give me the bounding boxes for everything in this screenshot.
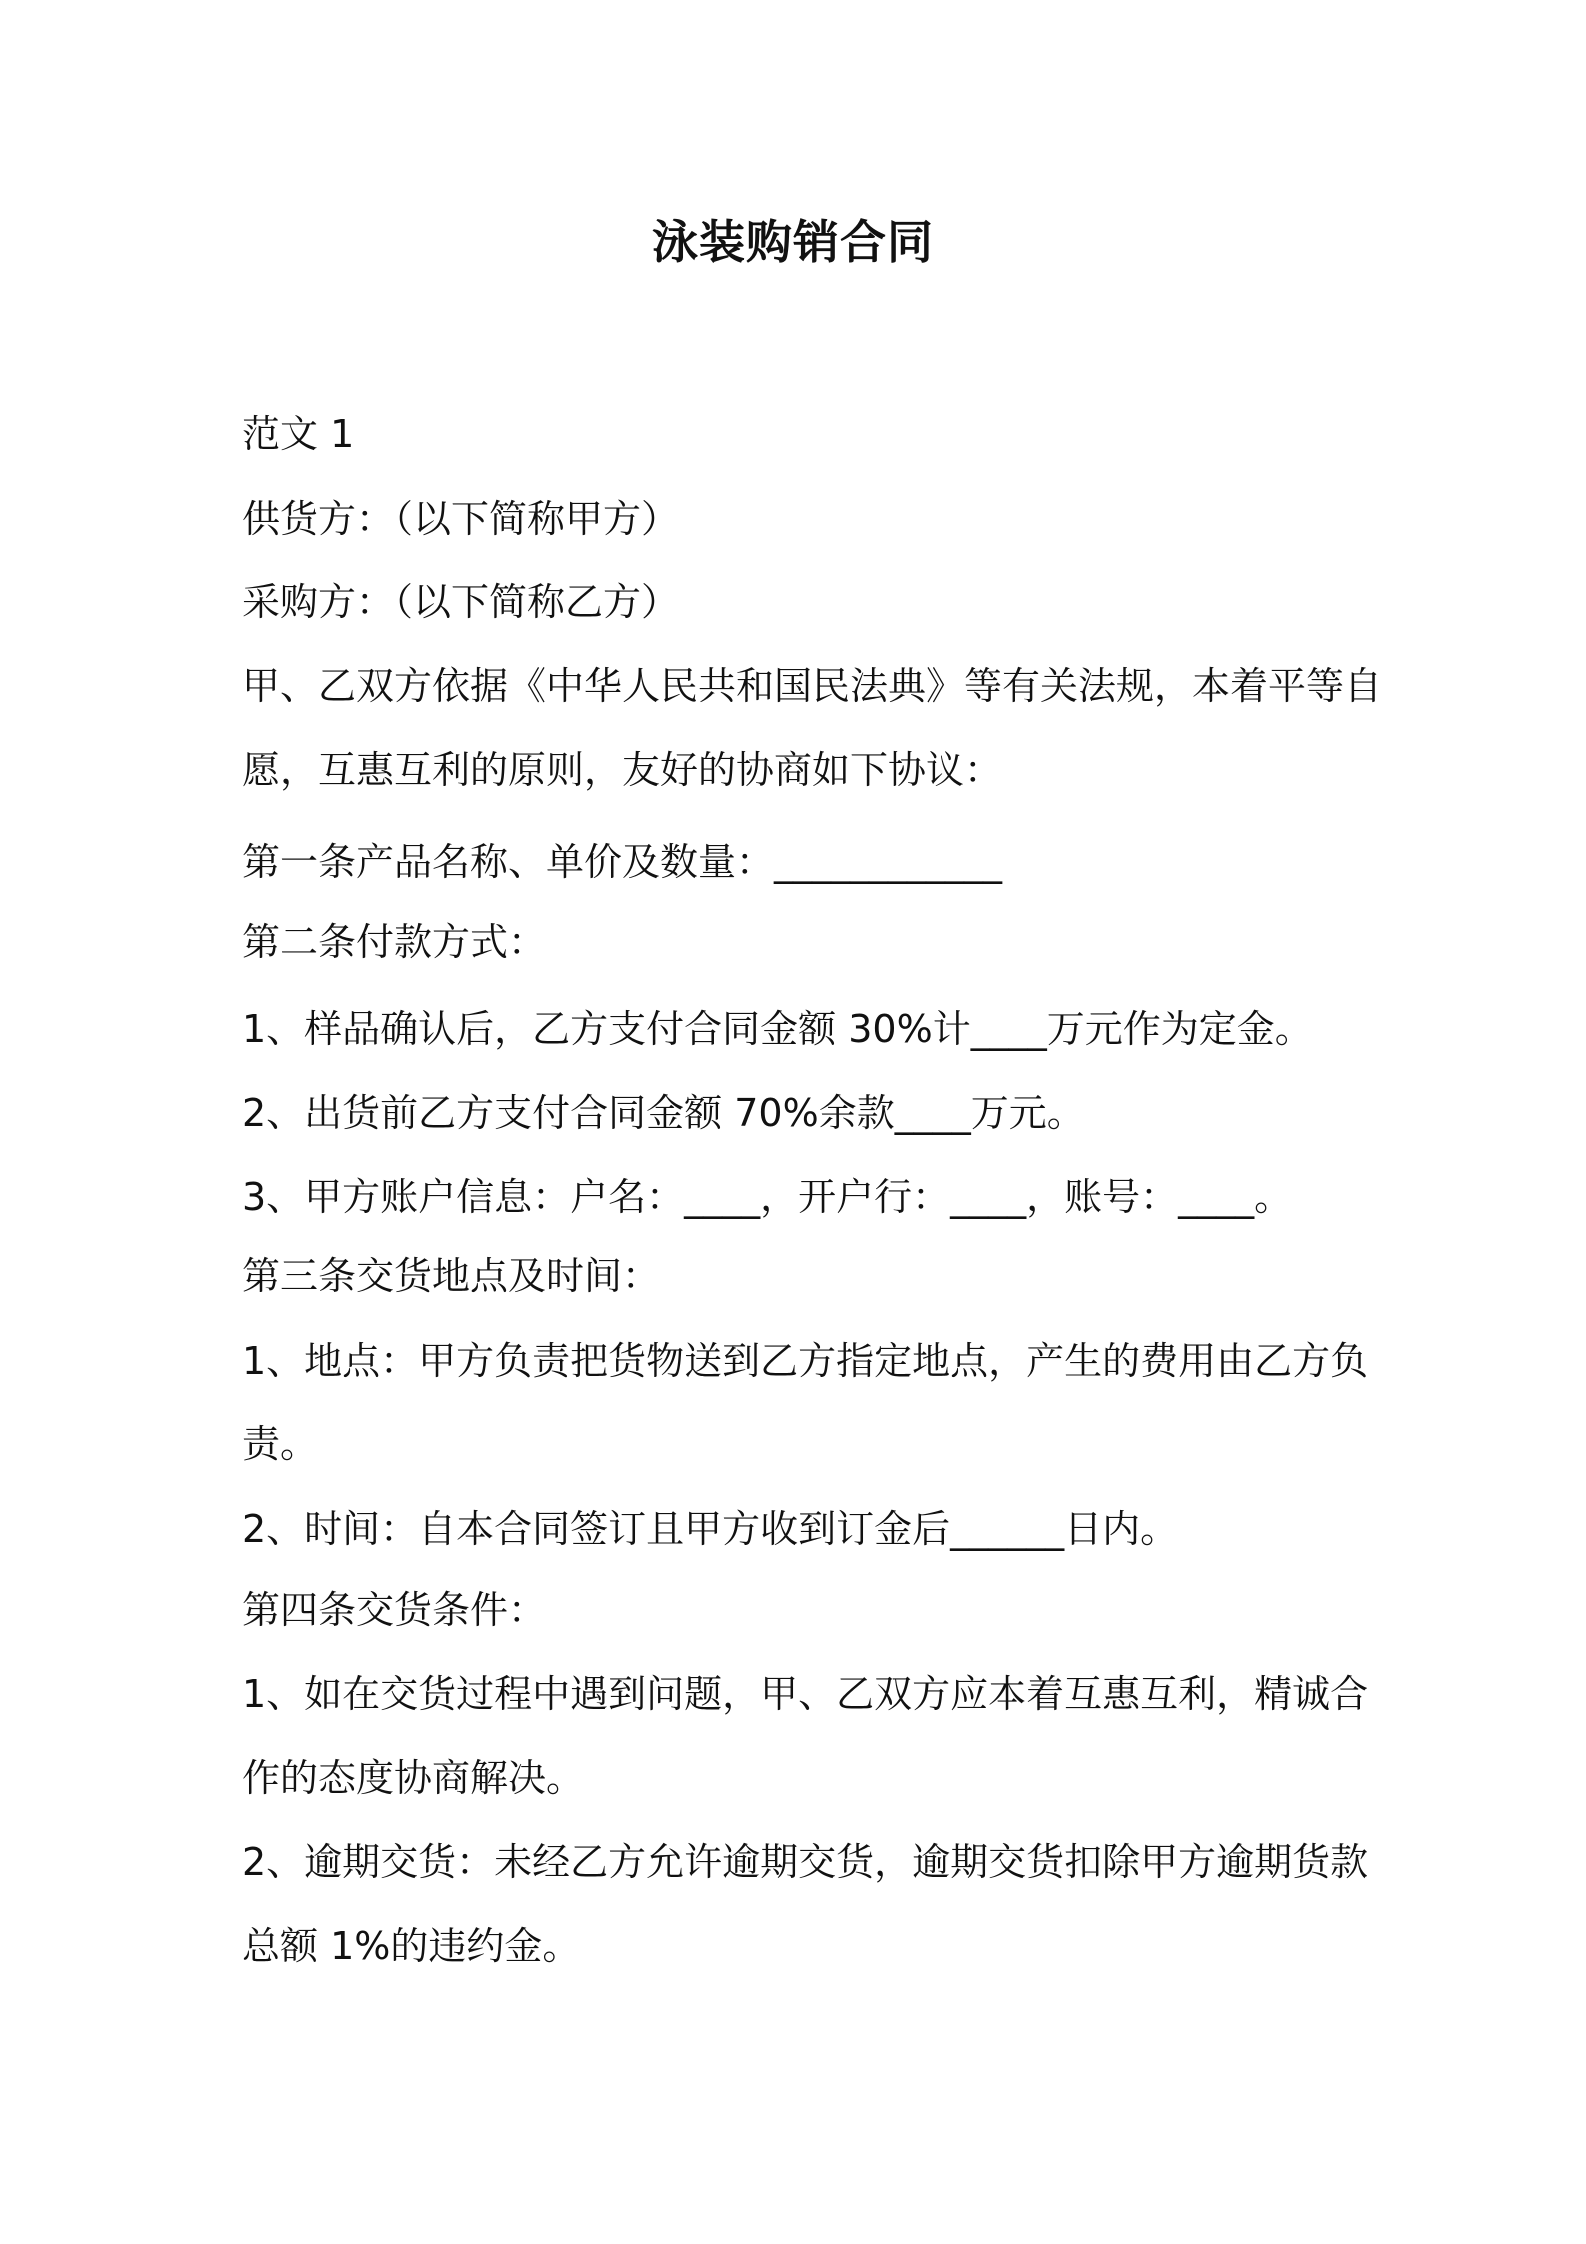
- payment-item-1: 1、样品确认后，乙方支付合同金额 30%计____万元作为定金。: [242, 1007, 1313, 1051]
- condition-2-line-1: 2、逾期交货：未经乙方允许逾期交货，逾期交货扣除甲方逾期货款: [242, 1840, 1369, 1884]
- condition-2-line-2: 总额 1%的违约金。: [242, 1924, 581, 1968]
- preamble-line-2: 愿，互惠互利的原则，友好的协商如下协议：: [242, 748, 1003, 792]
- supplier-line: 供货方：（以下简称甲方）: [242, 497, 680, 541]
- delivery-location-line-2: 责。: [242, 1422, 319, 1466]
- condition-1-line-2: 作的态度协商解决。: [242, 1756, 585, 1800]
- article-3-heading: 第三条交货地点及时间：: [242, 1254, 661, 1298]
- payment-item-2: 2、出货前乙方支付合同金额 70%余款____万元。: [242, 1091, 1085, 1135]
- purchaser-line: 采购方：（以下简称乙方）: [242, 580, 680, 624]
- article-4-heading: 第四条交货条件：: [242, 1588, 547, 1632]
- sample-label: 范文 1: [242, 412, 355, 456]
- document-title: 泳装购销合同: [652, 215, 934, 269]
- article-2-heading: 第二条付款方式：: [242, 920, 547, 964]
- delivery-time-line: 2、时间：自本合同签订且甲方收到订金后______日内。: [242, 1507, 1179, 1551]
- payment-item-3: 3、甲方账户信息：户名：____，开户行：____，账号：____。: [242, 1175, 1293, 1219]
- delivery-location-line-1: 1、地点：甲方负责把货物送到乙方指定地点，产生的费用由乙方负: [242, 1339, 1369, 1383]
- condition-1-line-1: 1、如在交货过程中遇到问题，甲、乙双方应本着互惠互利，精诚合: [242, 1672, 1369, 1716]
- article-1-heading: 第一条产品名称、单价及数量：____________: [242, 840, 1003, 884]
- preamble-line-1: 甲、乙双方依据《中华人民共和国民法典》等有关法规，本着平等自: [242, 664, 1383, 708]
